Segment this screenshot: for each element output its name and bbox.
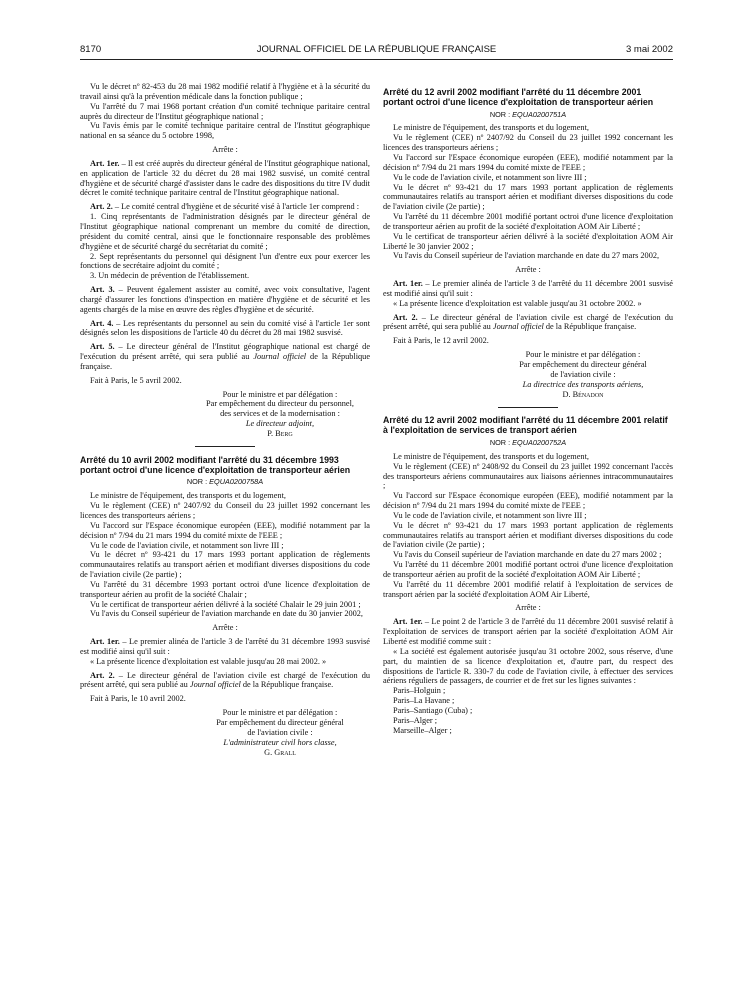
quote: « La société est également autorisée jusqu'au 31 octobre 2002, sous réserve, d'une part, du maintien de sa licence d'exploitation et, d'autre part, du respect des dispositions de l'article R. 330-7 du code de l'aviation civile, à effectuer des services aériens réguliers de passagers, de courrier et de fret sur les lignes suivantes : [383, 646, 673, 686]
signature-line: Par empêchement du directeur général [216, 718, 344, 727]
list-item: 1. Cinq représentants de l'administration désignés par le directeur général de l'Institut géographique national comprenant un membre du comité de direction, président du comité central, ainsi que le fonctionnaire responsable des problèmes d'hygiène et de sécurité chargé du secrétariat du comité ; [80, 212, 370, 251]
arrete-heading: Arrête : [515, 265, 541, 275]
signature-line: La directrice des transports aériens, [522, 379, 644, 389]
separator [383, 404, 673, 410]
page-number: 8170 [80, 44, 102, 55]
route-item: Marseille–Alger ; [393, 725, 452, 735]
paragraph: Vu le certificat de transporteur aérien délivré à la société Chalair le 29 juin 2001 ; [90, 599, 361, 609]
route-item: Paris–Holguin ; [393, 686, 446, 696]
list-item: 3. Un médecin de prévention de l'établissement. [90, 271, 250, 281]
paragraph: Vu le règlement (CEE) nº 2407/92 du Conseil du 23 juillet 1992 concernant les licences des transporteurs aériens ; [80, 501, 370, 520]
paragraph: Le ministre de l'équipement, des transports et du logement, [90, 491, 286, 501]
paragraph: Vu l'avis du Conseil supérieur de l'aviation marchande en date du 30 janvier 2002, [90, 609, 363, 619]
paragraph: Vu le décret nº 93-421 du 17 mars 1993 portant application de règlements communautaires relatifs au transport aérien et modifiant diverses dispositions du code de l'aviation civile (2e partie) ; [383, 182, 673, 212]
quote: « La présente licence d'exploitation est valable jusqu'au 28 mai 2002. » [90, 656, 327, 666]
signing-place-date: Fait à Paris, le 10 avril 2002. [90, 694, 186, 704]
article-5: Art. 5. – Le directeur général de l'Institut géographique national est chargé de l'exécution du présent arrêté, qui sera publié au Journal officiel de la République française. [80, 342, 370, 371]
paragraph: Vu le règlement (CEE) nº 2408/92 du Conseil du 23 juillet 1992 concernant l'accès des transporteurs aériens communautaires aux liaisons aériennes intracommunautaires ; [383, 461, 673, 491]
paragraph: Vu l'arrêté du 7 mai 1968 portant création d'un comité technique paritaire central auprès du directeur de l'Institut géographique national ; [80, 101, 370, 121]
paragraph: Vu l'accord sur l'Espace économique européen (EEE), modifié notamment par la décision nº 7/94 du 21 mars 1994 du comité mixte de l'EEE ; [383, 152, 673, 172]
arrete-heading: Arrête : [212, 145, 238, 155]
article-label: Art. 1er. [90, 158, 120, 168]
list-item: 2. Sept représentants du personnel qui désignent l'un d'entre eux pour exercer les fonctions de secrétaire adjoint du comité ; [80, 251, 370, 271]
signature-line: Le directeur adjoint, [245, 419, 315, 429]
nor-reference: NOR : EQUA0200758A [186, 477, 264, 487]
paragraph: Vu le code de l'aviation civile, et notamment son livre III ; [393, 510, 587, 520]
paragraph: Vu l'avis du Conseil supérieur de l'aviation marchande en date du 27 mars 2002, [393, 251, 660, 261]
signature-line: des services et de la modernisation : [220, 409, 340, 419]
paragraph: Vu le décret nº 93-421 du 17 mars 1993 portant application de règlements communautaires relatifs au transport aérien et modifiant diverses dispositions du code de l'aviation civile (2e partie) ; [383, 520, 673, 550]
paragraph: Le ministre de l'équipement, des transports et du logement, [393, 451, 589, 461]
article-1: Art. 1er. – Le premier alinéa de l'article 3 de l'arrêté du 31 décembre 1993 susvisé est modifié ainsi qu'il suit : [80, 637, 370, 656]
separator [80, 444, 370, 450]
paragraph: Vu l'arrêté du 11 décembre 2001 modifié portant octroi d'une licence d'exploitation de transporteur aérien au profit de la société d'exploitation AOM Air Liberté ; [383, 560, 673, 579]
paragraph: Vu l'arrêté du 11 décembre 2001 modifié portant octroi d'une licence d'exploitation de transporteur aérien au profit de la société d'exploitation AOM Air Liberté ; [383, 212, 673, 231]
article-label: Art. 1er. [393, 279, 423, 289]
paragraph: Vu le certificat de transporteur aérien délivré à la société d'exploitation AOM Air Liberté le 30 janvier 2002 ; [383, 231, 673, 251]
article-3: Art. 3. – Peuvent également assister au comité, avec voix consultative, l'agent chargé d'assurer les fonctions d'inspection en matière d'hygiène et de sécurité et les agents chargés de la mise en œuvre des règles d'hygiène et de sécurité. [80, 285, 371, 314]
journal-title: JOURNAL OFFICIEL DE LA RÉPUBLIQUE FRANÇAISE [256, 44, 497, 55]
right-column [383, 88, 673, 735]
article-2: Art. 2. – Le directeur général de l'aviation civile est chargé de l'exécution du présent arrêté, qui sera publié au Journal officiel de la République française. [80, 670, 370, 690]
left-column [80, 82, 370, 757]
article-label: Art. 3. [90, 285, 115, 295]
paragraph: Vu le code de l'aviation civile, et notamment son livre III ; [393, 172, 587, 182]
signature-line: de l'aviation civile : [247, 727, 313, 737]
paragraph: Vu le décret nº 82-453 du 28 mai 1982 modifié relatif à l'hygiène et à la sécurité du travail ainsi qu'à la prévention médicale dans la fonction publique ; [80, 82, 370, 101]
signatory-name: D. Bénadon [562, 389, 604, 399]
paragraph: Vu l'avis émis par le comité technique paritaire central de l'Institut géographique national en sa séance du 5 octobre 1998, [80, 121, 370, 141]
signing-place-date: Fait à Paris, le 12 avril 2002. [393, 336, 489, 346]
arrete-heading: Arrête : [515, 603, 541, 613]
paragraph: Vu l'accord sur l'Espace économique européen (EEE), modifié notamment par la décision nº 7/94 du 21 mars 1994 du comité mixte de l'EEE ; [383, 491, 673, 511]
article-label: Art. 5. [90, 342, 115, 352]
decree-title: Arrêté du 12 avril 2002 modifiant l'arrêté du 11 décembre 2001 portant octroi d'une licence d'exploitation de transporteur aérien [383, 87, 654, 107]
signature-line: Pour le ministre et par délégation : [222, 708, 338, 718]
page-header [80, 44, 673, 58]
signature-line: Par empêchement du directeur du personnel, [206, 399, 354, 409]
route-item: Paris–Santiago (Cuba) ; [393, 705, 473, 715]
route-item: Paris–Alger ; [393, 715, 438, 725]
decree-title: Arrêté du 10 avril 2002 modifiant l'arrêté du 31 décembre 1993 portant octroi d'une licence d'exploitation de transporteur aérien [80, 454, 351, 475]
signature-line: de l'aviation civile : [550, 369, 616, 379]
article-label: Art. 2. [393, 312, 418, 322]
article-1: Art. 1er. – Le premier alinéa de l'article 3 de l'arrêté du 11 décembre 2001 susvisé est modifié ainsi qu'il suit : [383, 279, 673, 298]
paragraph: Vu l'avis du Conseil supérieur de l'aviation marchande en date du 27 mars 2002 ; [393, 550, 662, 560]
article-2: Art. 2. – Le directeur général de l'aviation civile est chargé de l'exécution du présent arrêté, qui sera publié au Journal officiel de la République française. [383, 312, 673, 332]
signature-line: L'administrateur civil hors classe, [223, 737, 337, 747]
route-item: Paris–La Havane ; [393, 696, 455, 706]
nor-reference: NOR : EQUA0200751A [489, 109, 567, 119]
signature-line: Pour le ministre et par délégation : [525, 350, 641, 360]
nor-reference: NOR : EQUA0200752A [489, 437, 567, 447]
quote: « La présente licence d'exploitation est valable jusqu'au 31 octobre 2002. » [393, 298, 642, 308]
paragraph: Vu le code de l'aviation civile, et notamment son livre III ; [90, 540, 284, 550]
paragraph: Vu l'accord sur l'Espace économique européen (EEE), modifié notamment par la décision nº 7/94 du 21 mars 1994 du comité mixte de l'EEE ; [80, 520, 370, 540]
signatory-name: P. Berg [267, 429, 293, 438]
signing-place-date: Fait à Paris, le 5 avril 2002. [90, 375, 182, 385]
article-label: Art. 4. [90, 318, 114, 328]
paragraph: Vu l'arrêté du 11 décembre 2001 modifié relatif à l'exploitation de services de transport aérien par la société d'exploitation AOM Air Liberté, [383, 579, 673, 599]
paragraph: Le ministre de l'équipement, des transports et du logement, [393, 123, 589, 133]
paragraph: Vu le règlement (CEE) nº 2407/92 du Conseil du 23 juillet 1992 concernant les licences des transporteurs aériens ; [383, 133, 673, 153]
paragraph: Vu l'arrêté du 31 décembre 1993 portant octroi d'une licence d'exploitation de transporteur aérien au profit de la société Chalair ; [80, 579, 370, 599]
header-rule [80, 59, 673, 60]
issue-date: 3 mai 2002 [625, 44, 673, 55]
signature-line: Pour le ministre et par délégation : [222, 389, 338, 399]
paragraph: Vu le décret nº 93-421 du 17 mars 1993 portant application de règlements communautaires relatifs au transport aérien et modifiant diverses dispositions du code de l'aviation civile (2e partie) ; [80, 550, 370, 580]
article-label: Art. 2. [90, 202, 113, 212]
article-4: Art. 4. – Les représentants du personnel au sein du comité visé à l'article 1er sont désignés selon les dispositions de l'article 40 du décret du 28 mai 1982 susvisé. [80, 318, 370, 338]
signature-line: Par empêchement du directeur général [519, 360, 647, 369]
article-1: Art. 1er. – Il est créé auprès du directeur général de l'Institut géographique national, en application de l'article 32 du décret du 28 mai 1982 susvisé, un comité central d'hygiène et de sécurité chargé d'assister dans le cadre des dispositions du titre IV dudit décret le comité technique paritaire central de l'Institut géographique national. [80, 158, 370, 198]
article-label: Art. 1er. [90, 637, 120, 647]
article-label: Art. 1er. [393, 617, 423, 627]
article-2: Art. 2. – Le comité central d'hygiène et de sécurité visé à l'article 1er comprend : [90, 202, 360, 212]
arrete-heading: Arrête : [212, 623, 238, 633]
article-1: Art. 1er. – Le point 2 de l'article 3 de l'arrêté du 11 décembre 2001 susvisé relatif à l'exploitation de services de transport aérien par la société d'exploitation AOM Air Liberté est modifié comme suit : [383, 617, 674, 646]
article-label: Art. 2. [90, 670, 115, 680]
decree-title: Arrêté du 12 avril 2002 modifiant l'arrêté du 11 décembre 2001 relatif à l'exploitation de services de transport aérien [383, 415, 668, 436]
signatory-name: G. Grall [264, 747, 296, 757]
